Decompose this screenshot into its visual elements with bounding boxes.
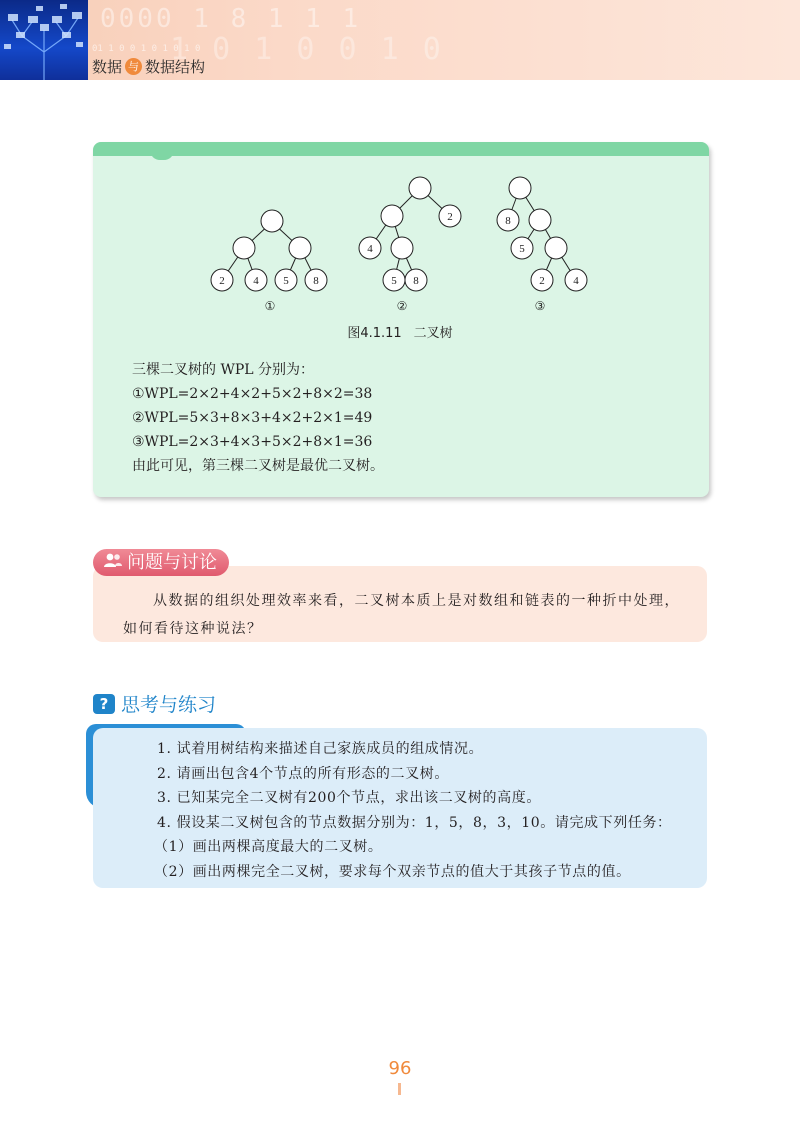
- tree3-internal-node: [545, 237, 567, 259]
- practice-heading: [93, 690, 216, 717]
- page-header: [0, 0, 800, 80]
- example-box-top-bar: [93, 142, 709, 156]
- figure-caption: [0, 322, 800, 341]
- page-number: 96: [388, 1058, 412, 1079]
- practice-subitem: （1）画出两棵高度最大的二叉树。: [154, 839, 383, 855]
- wpl-intro: 三棵二叉树的 WPL 分别为：: [132, 362, 315, 378]
- tree2-internal-node: [381, 205, 403, 227]
- tree2-leaf-weight: 5: [391, 275, 397, 287]
- tree3-leaf-weight: 5: [519, 243, 525, 255]
- page-number-mark: [398, 1083, 401, 1095]
- practice-item: 2. 请画出包含4个节点的所有形态的二叉树。: [157, 765, 449, 782]
- header-binary-decoration-small: 01 1 0 0 1 0 1 0 1 0: [92, 44, 201, 54]
- tree3-label: ③: [534, 299, 546, 313]
- discussion-badge: [93, 549, 229, 576]
- tree3-leaf-weight: 4: [573, 275, 579, 287]
- book-title: [92, 56, 205, 77]
- book-title-badge: 与: [125, 58, 142, 75]
- tree1-leaf-weight: 5: [283, 275, 289, 287]
- wpl-conclusion: 由此可见，第三棵二叉树是最优二叉树。: [132, 458, 384, 474]
- practice-heading-label: 思考与练习: [121, 694, 217, 716]
- tree-1: [211, 210, 327, 291]
- header-binary-decoration: 0000 1 8 1 1 1: [100, 4, 362, 34]
- tree3-root-node: [509, 177, 531, 199]
- wpl-line-2: ②WPL=5×3+8×3+4×2+2×1=49: [132, 410, 373, 426]
- tree1-leaf-weight: 2: [219, 275, 225, 287]
- practice-list: [154, 737, 672, 884]
- discussion-badge-label: 问题与讨论: [127, 552, 217, 573]
- tree3-internal-node: [529, 209, 551, 231]
- tree-3: [497, 177, 587, 291]
- tree-2: [359, 177, 461, 291]
- wpl-line-3: ③WPL=2×3+4×3+5×2+8×1=36: [132, 434, 373, 450]
- tree3-leaf-weight: 2: [539, 275, 545, 287]
- wpl-line-1: ①WPL=2×2+4×2+5×2+8×2=38: [132, 386, 373, 402]
- header-tree-circuit-image: [0, 0, 88, 80]
- book-title-left: 数据: [92, 58, 123, 76]
- tree1-root-node: [261, 210, 283, 232]
- binary-trees-figure: [200, 170, 610, 320]
- tree2-root-node: [409, 177, 431, 199]
- figure-caption-text: 二叉树: [413, 326, 453, 341]
- tree1-leaf-weight: 4: [253, 275, 259, 287]
- tree2-leaf-weight: 8: [413, 275, 419, 287]
- tree1-internal-node: [233, 237, 255, 259]
- tree3-leaf-weight: 8: [505, 215, 511, 227]
- practice-subitem: （2）画出两棵完全二叉树，要求每个双亲节点的值大于其孩子节点的值。: [154, 863, 631, 880]
- question-icon: ?: [93, 694, 115, 714]
- people-icon: [103, 549, 123, 576]
- tree1-internal-node: [289, 237, 311, 259]
- circuit-tree-icon: [0, 0, 88, 80]
- wpl-calculation: [132, 358, 384, 478]
- figure-caption-number: 图4.1.11: [347, 326, 402, 341]
- header-binary-decoration-large: 1 0 1 0 0 1 0: [170, 32, 444, 67]
- tree2-leaf-weight: 4: [367, 243, 373, 255]
- book-title-right: 数据结构: [145, 58, 206, 76]
- discussion-text: 从数据的组织处理效率来看，二叉树本质上是对数组和链表的一种折中处理，如何看待这种说法？: [123, 593, 680, 637]
- tree2-label: ②: [396, 299, 408, 313]
- tree2-internal-node: [391, 237, 413, 259]
- practice-item: 4. 假设某二叉树包含的节点数据分别为：1，5，8，3，10。请完成下列任务：: [157, 814, 672, 831]
- tree1-leaf-weight: 8: [313, 275, 319, 287]
- tree2-leaf-weight: 2: [447, 211, 453, 223]
- tree1-label: ①: [264, 299, 276, 313]
- practice-item: 3. 已知某完全二叉树有200个节点，求出该二叉树的高度。: [157, 790, 541, 806]
- practice-item: 1. 试着用树结构来描述自己家族成员的组成情况。: [157, 741, 484, 757]
